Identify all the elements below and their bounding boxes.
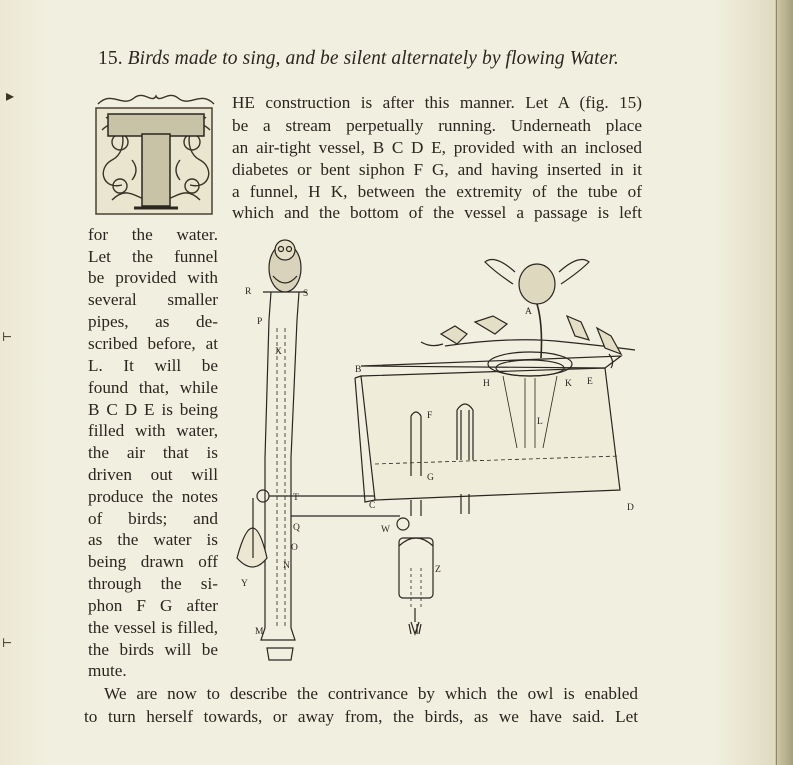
label-s: S: [303, 289, 309, 299]
label-p: P: [257, 317, 263, 327]
label-w: W: [381, 525, 390, 535]
text-line: an air-tight vessel, B C D E, provided with an inclosed: [232, 138, 642, 157]
spine-edge: [776, 0, 777, 765]
label-z: Z: [435, 565, 441, 575]
margin-mark: ⊢: [2, 636, 13, 650]
label-q: Q: [293, 523, 300, 533]
text-line: phon F G after: [88, 596, 218, 615]
section-number: 15.: [98, 48, 123, 69]
text-line: driven out will: [88, 465, 218, 484]
text-line: diabetes or bent siphon F G, and having inserted in it: [232, 160, 642, 179]
section-title: Birds made to sing, and be silent alternately by flowing Water.: [127, 48, 619, 69]
text-line: for the water.: [88, 225, 218, 244]
text-line: HE construction is after this manner. Let A (fig. 15): [232, 93, 642, 112]
text-line: several smaller: [88, 290, 218, 309]
label-n: N: [283, 561, 290, 571]
decorated-initial: [92, 90, 220, 220]
label-e: E: [587, 377, 593, 387]
label-o: O: [291, 543, 298, 553]
initial-letter: T: [155, 133, 157, 135]
figure-15-engraving: [225, 228, 650, 668]
label-c: C: [369, 501, 376, 511]
text-line: mute.: [88, 661, 127, 680]
label-a: A: [525, 307, 532, 317]
text-line: L. It will be: [88, 356, 218, 375]
label-x: X: [275, 347, 282, 357]
label-r: R: [245, 287, 252, 297]
text-line: the vessel is filled,: [88, 618, 218, 637]
text-line: B C D E is being: [88, 400, 218, 419]
text-line: a funnel, H K, between the extremity of the tube of: [232, 182, 642, 201]
label-b: B: [355, 365, 362, 375]
text-line: be provided with: [88, 268, 218, 287]
text-line: scribed before, at: [88, 334, 218, 353]
text-line: produce the notes: [88, 487, 218, 506]
section-heading: [98, 48, 658, 70]
label-d: D: [627, 503, 634, 513]
text-line: the air that is: [88, 443, 218, 462]
label-g: G: [427, 473, 434, 483]
label-h: H: [483, 379, 490, 389]
label-t: T: [293, 493, 299, 503]
text-line: filled with water,: [88, 421, 218, 440]
text-line: which and the bottom of the vessel a passage is left: [232, 203, 642, 222]
book-spine: [775, 0, 793, 765]
text-line: We are now to describe the contrivance by which the owl is enabled: [104, 684, 638, 703]
text-line: Let the funnel: [88, 247, 218, 266]
margin-mark: ⊢: [2, 330, 13, 344]
label-k: K: [565, 379, 572, 389]
label-f: F: [427, 411, 433, 421]
label-y: Y: [241, 579, 248, 589]
text-line: being drawn off: [88, 552, 218, 571]
text-line: found that, while: [88, 378, 218, 397]
text-line: of birds; and: [88, 509, 218, 528]
text-line: pipes, as de-: [88, 312, 218, 331]
margin-mark: ▸: [6, 88, 15, 105]
text-line: be a stream perpetually running. Underneath place: [232, 116, 642, 135]
label-m: M: [255, 627, 264, 637]
text-line: the birds will be: [88, 640, 218, 659]
text-line: to turn herself towards, or away from, the birds, as we have said. Let: [84, 707, 638, 726]
text-line: through the si-: [88, 574, 218, 593]
label-l: L: [537, 417, 543, 427]
text-line: as the water is: [88, 530, 218, 549]
